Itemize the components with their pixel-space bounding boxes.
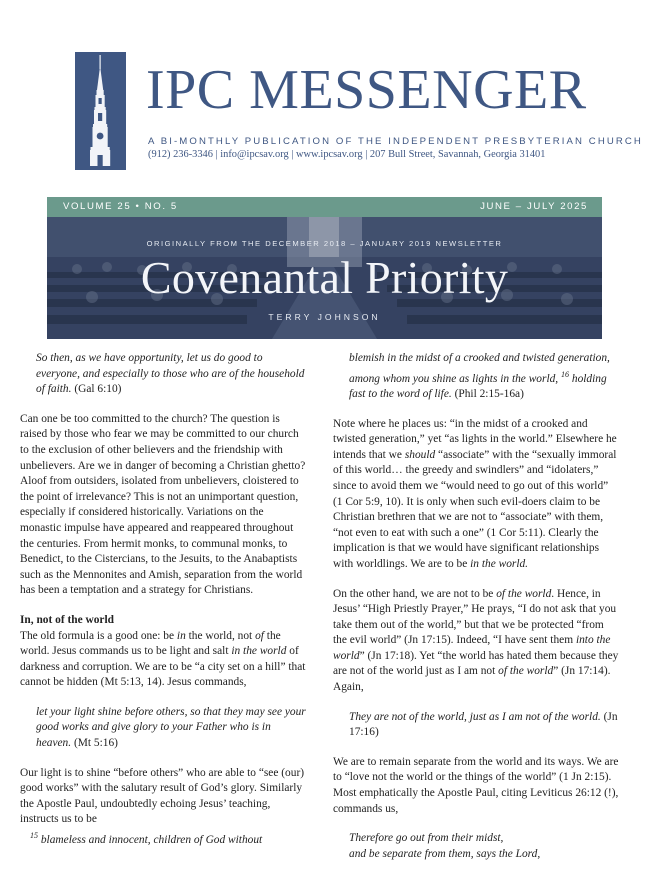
quote-reference: (Phil 2:15-16a) [454, 387, 524, 400]
issue-bar [47, 197, 602, 217]
quote-text: So then, as we have opportunity, let us do good to everyone, and especially to those who are of the household of faith. [36, 352, 305, 396]
street-address: 207 Bull Street, Savannah, Georgia 31401 [369, 149, 546, 160]
quote-reference: (Gal 6:10) [74, 383, 122, 396]
body-paragraph: We are to remain separate from the world and its ways. We are to “love not the world or the things of the world” (1 Jn 2:15). Most emphatically the Apostle Paul, citing Leviticus 26:12 (!), commands us, [333, 755, 619, 815]
church-steeple-logo [75, 52, 126, 170]
verse-number: 15 [30, 831, 38, 841]
scripture-quote [20, 705, 306, 752]
masthead-tagline: A BI-MONTHLY PUBLICATION OF THE INDEPENDENT PRESBYTERIAN CHURCH [148, 136, 643, 147]
phone-number: (912) 236-3346 [148, 149, 213, 160]
separator: | [291, 149, 294, 160]
quote-text: let your light shine before others, so that they may see your good works and give glory to your Father who is in heaven. [36, 705, 306, 750]
article-title: Covenantal Priority [140, 252, 509, 303]
quote-line: Therefore go out from their midst, [349, 832, 504, 845]
article-column-left [20, 351, 306, 862]
quote-reference: (Jn 17:16) [349, 710, 618, 739]
email-link[interactable]: info@ipcsav.org [220, 149, 289, 160]
section-heading: In, not of the world [20, 613, 114, 626]
hero-banner [47, 217, 602, 339]
quote-text: blemish in the midst of a crooked and twisted generation, among whom you shine as lights in the world, [349, 352, 610, 385]
quote-text: blameless and innocent, children of God without [40, 833, 263, 846]
verse-number: 16 [561, 369, 570, 379]
article-column-right [333, 351, 619, 876]
scripture-quote [333, 351, 619, 403]
quote-text: holding fast to the word of life. [349, 372, 607, 400]
scripture-quote [333, 710, 619, 741]
body-paragraph: Can one be too committed to the church? The question is raised by those who fear we may be committed to our church to the exclusion of other believers and the friendship with unbelievers. Are we in danger of becoming a Christian ghetto? Aloof from outsiders, isolated from unbelievers, cloistered to the point of irrelevance? This is not an unimportant question, especially if considered historically. Variations on the monastic impulse have appeared and reappeared throughout the centuries. From hermit monks, to communal monks, to Benedict, to the Cistercians, to the Jesuits, to the Anabaptists such as the Mennonites and Amish, separation from the world has been a temptation and a strategy for Christians. [20, 412, 306, 597]
issue-date: JUNE – JULY 2025 [480, 201, 588, 212]
body-paragraph: On the other hand, we are not to be of the world. Hence, in Jesus’ “High Priestly Prayer,” He prays, “I do not ask that you take them out of the world,” but that we be protected “from the evil world” (Jn 17:15). Indeed, “I have sent them into the world” (Jn 17:18). Yet “the world has hated them because they are not of the world just as I am not of the world” (Jn 17:14). Again, [333, 587, 619, 694]
separator: | [365, 149, 368, 160]
body-paragraph: The old formula is a good one: be in the world, not of the world. Jesus commands us to be light and salt in the world of darkness and corruption. We are to be “a city set on a hill” that cannot be hidden (Mt 5:13, 14). Jesus commands, [20, 629, 306, 689]
quote-reference: (Mt 5:16) [73, 737, 118, 750]
masthead-title: IPC MESSENGER [146, 59, 587, 121]
quote-text: They are not of the world, just as I am not of the world. [349, 710, 601, 723]
scripture-quote [333, 831, 619, 862]
volume-number: VOLUME 25 • NO. 5 [63, 201, 178, 212]
body-paragraph: Note where he places us: “in the midst of a crooked and twisted generation,” yet “as lights in the world.” Elsewhere he intends that we should “associate” with the “sexually immoral of this world… the greedy and swindlers” and “idolaters,” since to avoid them we “would need to go out of this world” (1 Cor 5:9, 10). It is only when such evil-doers claim to be Christian brethren that we are not to “associate” with them, “not even to eat with such a one” (1 Cor 5:11). Clearly the implication is that we would have significant relationships with worldlings. We are to be in the world. [333, 417, 617, 570]
quote-line: and be separate from them, says the Lord, [349, 847, 541, 860]
contact-line [148, 149, 545, 160]
scripture-quote [20, 351, 306, 398]
scripture-quote [20, 828, 306, 848]
article-origin-note: ORIGINALLY FROM THE DECEMBER 2018 – JANUARY 2019 NEWSLETTER [146, 239, 503, 248]
body-paragraph: Our light is to shine “before others” who are able to “see (our) good works” with the salutary result of God’s glory. Similarly the Apostle Paul, undoubtedly echoing Jesus’ teaching, instructs us to be [20, 766, 305, 826]
website-link[interactable]: www.ipcsav.org [296, 149, 363, 160]
church-steeple-icon [75, 52, 126, 170]
separator: | [215, 149, 218, 160]
article-author: TERRY JOHNSON [268, 312, 381, 322]
